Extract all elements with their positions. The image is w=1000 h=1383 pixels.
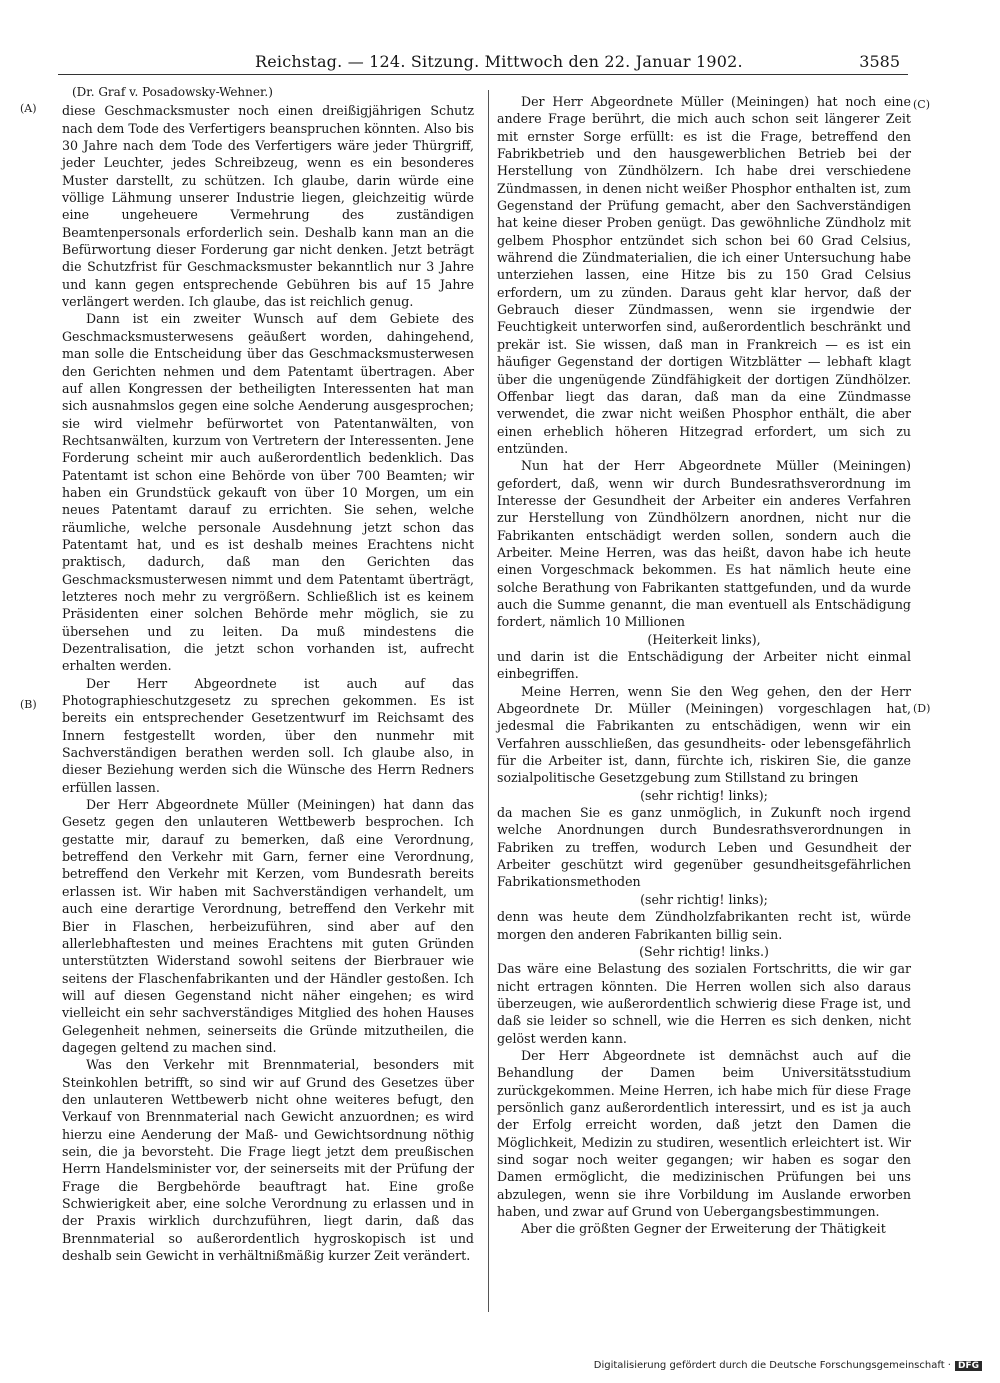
footer [594,1360,982,1371]
paragraph: da machen Sie es ganz unmöglich, in Zukunft noch irgend welche Anordnungen durch Bundesrathsverordnungen in Fabriken zu treffen, wodurch Leben und Gesundheit der Arbeiter geschützt wird gegenüber gesundheitsgefährlichen Fabrikationsmethoden [497,805,911,890]
margin-letter-b: (B) [20,698,37,711]
interjection: (sehr richtig! links); [640,891,768,907]
paragraph: Das wäre eine Belastung des sozialen Fortschritts, die wir gar nicht ertragen könnten. Die Herren wollen sich also daraus überzeugen, wie außerordentlich schwierig diese Frage ist, und daß sie leider so schnell, wie die Herren es sich denken, nicht gelöst werden kann. [497,961,911,1046]
dfg-logo: DFG [955,1361,982,1371]
page-number: 3585 [859,52,900,71]
margin-letter-c: (C) [913,98,930,111]
header-rule [58,74,908,75]
paragraph: Der Herr Abgeordnete ist demnächst auch auf die Behandlung der Damen beim Universitätsstudium zurückgekommen. Meine Herren, ich habe mich für diese Frage persönlich ganz außerordentlich interessirt, und es ist ja auch der Erfolg erreicht worden, daß jetzt den Damen die Möglichkeit, Medizin zu studiren, wesentlich erleichtert ist. Wir sind sogar noch weiter gegangen; wir haben es sogar den Damen ermöglicht, die medizinischen Prüfungen bei uns abzulegen, wenn sie ihre Vorbildung im Auslande erworben haben, und zwar auf Grund von Uebergangsbestimmungen. [497,1047,911,1219]
interjection: (sehr richtig! links); [640,787,768,803]
margin-letter-d: (D) [913,702,931,715]
paragraph: Der Herr Abgeordnete Müller (Meiningen) hat dann das Gesetz gegen den unlauteren Wettbewerb besprochen. Ich gestatte mir, darauf zu bemerken, daß eine Verordnung, betreffend den Verkehr mit Garn, ferner eine Verordnung, betreffend den Verkehr mit Kerzen, vom Bundesrath bereits erlassen ist. Wir haben mit Sachverständigen verhandelt, um auch eine derartige Verordnung, betreffend den Verkehr mit Bier in Flaschen, herbeizuführen, sind aber auf den allerlebhaftesten und meines Erachtens mit guten Gründen unterstützten Widerstand sowohl seitens der Bierbrauer wie seitens der Flaschenfabrikanten und der Händler gestoßen. Ich will auf diesen Gegenstand nicht näher eingehen; es wird vielleicht ein sehr sachverständiges Mitglied des hohen Hauses Gelegenheit nehmen, seinerseits die Gründe mitzutheilen, die dagegen geltend zu machen sind. [62,797,474,1055]
paragraph: Dann ist ein zweiter Wunsch auf dem Gebiete des Geschmacksmusterwesens geäußert worden, dahingehend, man solle die Entscheidung über das Geschmacksmusterwesen den Gerichten nehmen und dem Patentamt übertragen. Aber auf allen Kongressen der betheiligten Interessenten hat man sich ausnahmslos gegen eine solche Aenderung ausgesprochen; sie wird vielmehr befürwortet von Patentanwälten, von Rechtsanwälten, kurzum von Vertretern der Interessenten. Jene Forderung scheint mir auch außerordentlich bedenklich. Das Patentamt ist schon eine Behörde von über 700 Beamten; wir haben ein Grundstück gekauft von über 10 Morgen, um ein neues Patentamt darauf zu errichten. Sie sehen, welche räumliche, welche personale Ausdehnung jetzt schon das Patentamt hat, und es ist deshalb meines Erachtens nicht praktisch, dadurch, daß man den Gerichten das Geschmacksmusterwesen nimmt und dem Patentamt überträgt, letzteres noch mehr zu vergrößern. Schließlich ist es keinem Präsidenten einer solchen Behörde mehr möglich, sie zu übersehen und zu leiten. Da muß mindestens die Dezentralisation, die jetzt schon vorhanden ist, aufrecht erhalten werden. [62,311,474,674]
paragraph: Der Herr Abgeordnete ist auch auf das Photographieschutzgesetz zu sprechen gekommen. Es ist bereits ein entsprechender Gesetzentwurf im Reichsamt des Innern festgestellt worden, über den nunmehr mit Sachverständigen berathen werden soll. Ich glaube also, in dieser Beziehung werden sich die Wünsche des Herrn Redners erfüllen lassen. [62,675,474,795]
interjection: (Heiterkeit links), [647,631,761,647]
left-column [62,84,474,1264]
paragraph: Nun hat der Herr Abgeordnete Müller (Meiningen) gefordert, daß, wenn wir durch Bundesrathsverordnung im Interesse der Gesundheit der Arbeiter ein anderes Verfahren zur Herstellung von Zündhölzern anordnen, nicht nur die Fabrikanten entschädigt werden sollen, sondern auch die Arbeiter. Meine Herren, was das heißt, davon habe ich heute einen Vorgeschmack bekommen. Es hat nämlich heute eine solche Berathung von Fabrikanten stattgefunden, und da wurde auch die Summe genannt, die man eventuell als Entschädigung fordert, nämlich 10 Millionen [497,458,911,630]
right-column [497,93,911,1238]
margin-letter-a: (A) [20,102,37,115]
footer-credit: Digitalisierung gefördert durch die Deutsche Forschungsgemeinschaft · [593,1360,951,1371]
paragraph: Was den Verkehr mit Brennmaterial, besonders mit Steinkohlen betrifft, so sind wir auf Grund des Gesetzes über den unlauteren Wettbewerb nicht ohne weiteres befugt, den Verkauf von Brennmaterial nach Gewicht anzuordnen; es wird hierzu eine Aenderung der Maß- und Gewichtsordnung nöthig sein, die ja bevorsteht. Die Frage liegt jetzt dem preußischen Herrn Handelsminister vor, der seinerseits mit der Prüfung der Frage die Bergbehörde beauftragt hat. Eine große Schwierigkeit aber, eine solche Verordnung zu erlassen und in der Praxis wirklich durchzuführen, liegt darin, daß das Brennmaterial so außerordentlich hygroskopisch ist und deshalb sein Gewicht in verhältnißmäßig kurzer Zeit verändert. [62,1057,474,1264]
paragraph: denn was heute dem Zündholzfabrikanten recht ist, würde morgen den anderen Fabrikanten billig sein. [497,909,911,942]
interjection: (Sehr richtig! links.) [639,943,769,959]
paragraph: diese Geschmacksmuster noch einen dreißigjährigen Schutz nach dem Tode des Verfertigers beanspruchen könnten. Also bis 30 Jahre nach dem Tode des Verfertigers wäre jeder Thürgriff, jeder Leuchter, jedes Schreibzeug, wenn es ein besonderes Muster darstellt, zu schützen. Ich glaube, darin würde eine völlige Lähmung unserer Industrie liegen, gleichzeitig würde eine ungeheuere Vermehrung des zuständigen Beamtenpersonals erforderlich sein. Deshalb kann man an die Befürwortung dieser Forderung gar nicht denken. Jetzt beträgt die Schutzfrist für Geschmacksmuster bekanntlich nur 3 Jahre und kann gegen entsprechende Gebühren bis auf 15 Jahre verlängert werden. Ich glaube, das ist reichlich genug. [62,103,474,310]
speaker-attribution: (Dr. Graf v. Posadowsky-Wehner.) [72,85,273,99]
paragraph: und darin ist die Entschädigung der Arbeiter nicht einmal einbegriffen. [497,649,911,682]
paragraph: Der Herr Abgeordnete Müller (Meiningen) hat noch eine andere Frage berührt, die mich auch schon seit längerer Zeit mit ernster Sorge erfüllt: es ist die Frage, betreffend den Fabrikbetrieb und den hausgewerblichen Betrieb bei der Herstellung von Zündhölzern. Ich habe drei verschiedene Zündmassen, in denen nicht weißer Phosphor enthalten ist, zum Gegenstand der Prüfung gemacht, aber den Sachverständigen hat keine dieser Proben genügt. Das gewöhnliche Zündholz mit gelbem Phosphor entzündet sich schon bei 60 Grad Celsius, während die Zündmaterialien, die ich einer Untersuchung habe unterziehen lassen, eine Hitze bis zu 150 Grad Celsius erfordern, um zu zünden. Daraus geht klar hervor, daß der Gebrauch dieser Zündmassen, wenn sie irgendwie der Feuchtigkeit unterworfen sind, außerordentlich beschränkt und prekär ist. Sie wissen, daß man in Frankreich — es ist ein häufiger Gegenstand der dortigen Witzblätter — lebhaft klagt über die ungenügende Zündfähigkeit der dortigen Zündhölzer. Offenbar liegt das daran, daß man da eine Zündmasse verwendet, die zwar nicht weißen Phosphor enthält, die aber einen erheblich höheren Hitzegrad erfordert, um sich zu entzünden. [497,94,911,456]
column-divider [488,90,489,1312]
paragraph: Meine Herren, wenn Sie den Weg gehen, den der Herr Abgeordnete Dr. Müller (Meiningen) vorgeschlagen hat, jedesmal die Fabrikanten zu entschädigen, wenn wir ein Verfahren ausschließen, das gesundheits- oder lebensgefährlich für die Arbeiter ist, dann, fürchte ich, riskiren Sie, die ganze sozialpolitische Gesetzgebung zum Stillstand zu bringen [497,683,911,786]
paragraph: Aber die größten Gegner der Erweiterung der Thätigkeit [521,1221,886,1237]
running-head: Reichstag. — 124. Sitzung. Mittwoch den 22. Januar 1902. [255,52,743,71]
